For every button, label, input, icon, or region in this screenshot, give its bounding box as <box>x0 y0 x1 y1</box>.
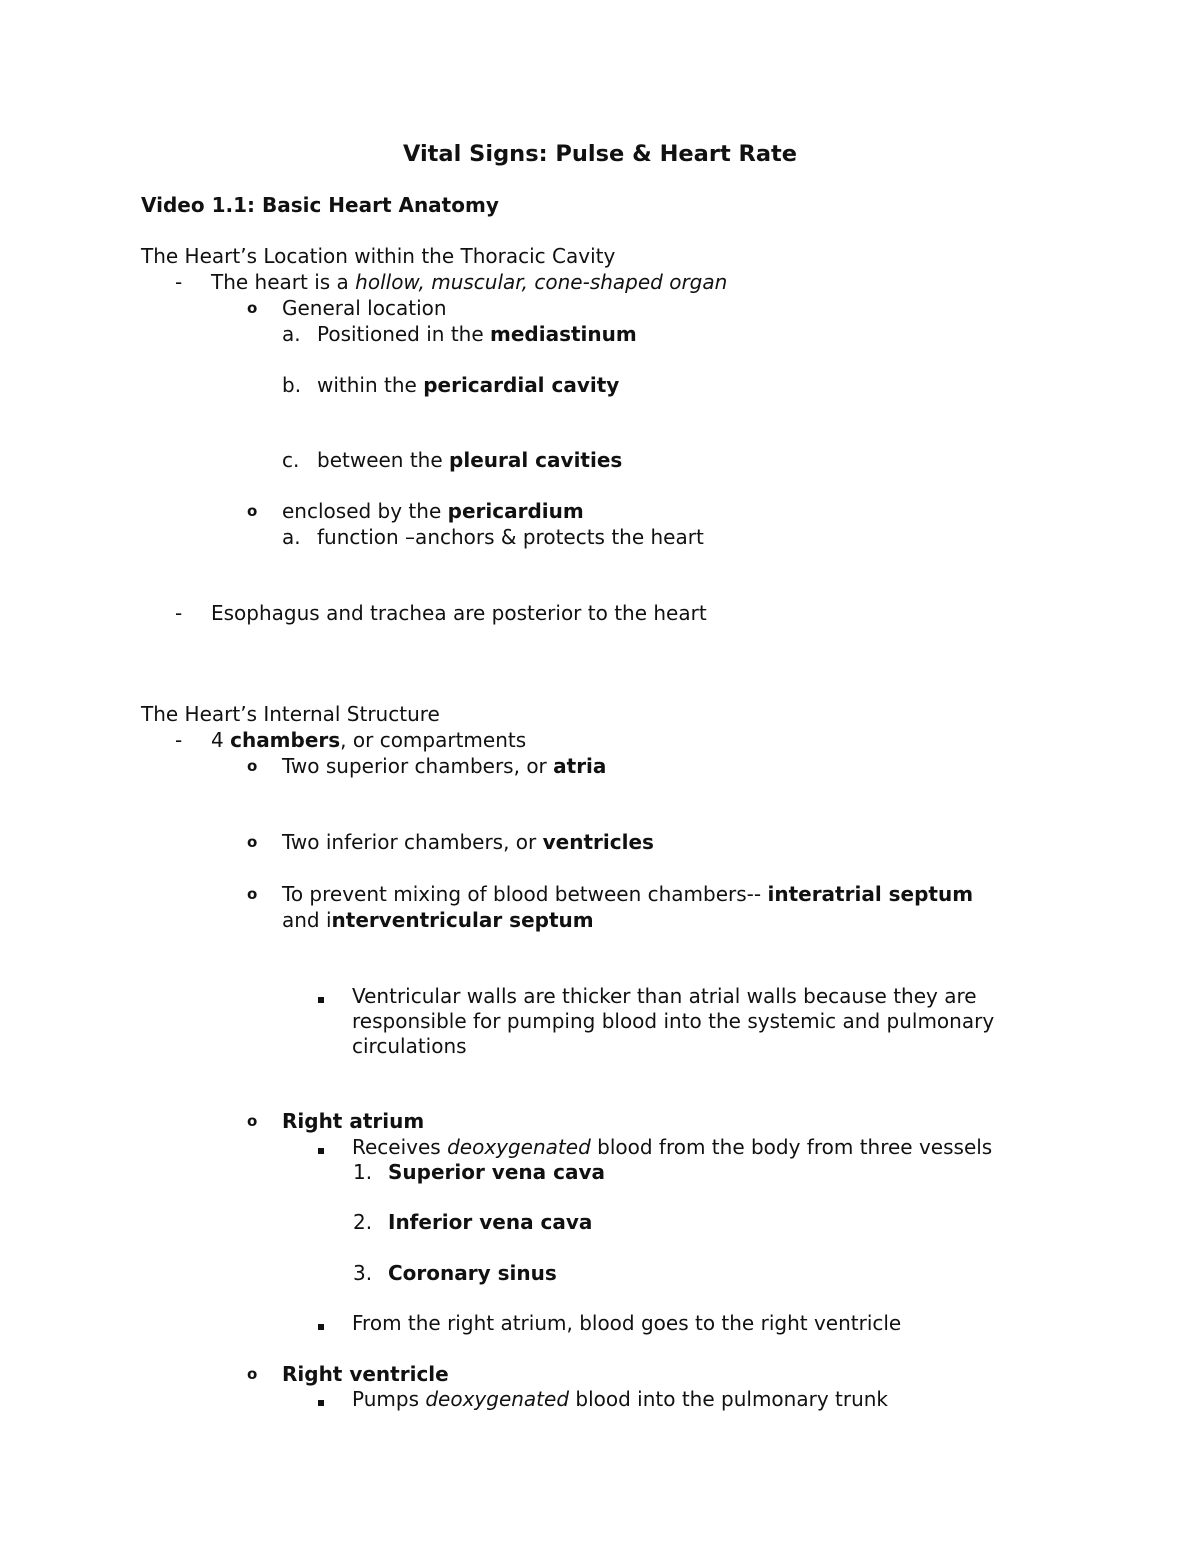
dash-marker: - <box>175 270 183 294</box>
square-bullet-icon <box>318 983 324 1009</box>
vessel-coronary-sinus: Coronary sinus <box>388 1261 557 1285</box>
bullet-pericardium: enclosed by the pericardium <box>282 499 584 523</box>
square-bullet-icon <box>318 1134 324 1160</box>
bullet-ra-to-rv: From the right atrium, blood goes to the right ventricle <box>352 1311 902 1335</box>
circle-bullet-marker: o <box>247 1112 258 1130</box>
bullet-ra-receives: Receives deoxygenated blood from the body from three vessels <box>352 1135 993 1159</box>
vessel-superior-vena-cava: Superior vena cava <box>388 1160 605 1184</box>
circle-bullet-marker: o <box>247 833 258 851</box>
right-atrium-heading: Right atrium <box>282 1109 425 1133</box>
square-bullet-icon <box>318 1386 324 1412</box>
walls-line-1: Ventricular walls are thicker than atrial walls because they are <box>352 984 977 1008</box>
bullet-rv-pumps: Pumps deoxygenated blood into the pulmonary trunk <box>352 1387 889 1411</box>
item-pericardial-cavity: within the pericardial cavity <box>317 373 620 397</box>
list-marker-c: c. <box>282 448 300 472</box>
square-bullet-icon <box>318 1310 324 1336</box>
bullet-ventricles: Two inferior chambers, or ventricles <box>282 830 654 854</box>
list-marker-a: a. <box>282 322 301 346</box>
circle-bullet-marker: o <box>247 757 258 775</box>
right-ventricle-heading: Right ventricle <box>282 1362 449 1386</box>
circle-bullet-marker: o <box>247 299 258 317</box>
bullet-general-location: General location <box>282 296 447 320</box>
circle-bullet-marker: o <box>247 885 258 903</box>
bullet-septum-line2: and interventricular septum <box>282 908 594 932</box>
item-mediastinum: Positioned in the mediastinum <box>317 322 637 346</box>
item-function: function –anchors & protects the heart <box>317 525 704 549</box>
item-pleural-cavities: between the pleural cavities <box>317 448 623 472</box>
bullet-chambers: 4 chambers, or compartments <box>211 728 527 752</box>
list-marker-2: 2. <box>353 1210 373 1234</box>
circle-bullet-marker: o <box>247 1365 258 1383</box>
dash-marker: - <box>175 728 183 752</box>
bullet-esophagus: Esophagus and trachea are posterior to the heart <box>211 601 707 625</box>
walls-line-2: responsible for pumping blood into the systemic and pulmonary <box>352 1009 995 1033</box>
list-marker-b: b. <box>282 373 302 397</box>
list-marker-a: a. <box>282 525 301 549</box>
video-heading: Video 1.1: Basic Heart Anatomy <box>141 193 499 217</box>
list-marker-3: 3. <box>353 1261 373 1285</box>
list-marker-1: 1. <box>353 1160 373 1184</box>
bullet-atria: Two superior chambers, or atria <box>282 754 607 778</box>
dash-marker: - <box>175 601 183 625</box>
bullet-hollow-organ: The heart is a hollow, muscular, cone-shaped organ <box>211 270 728 294</box>
document-title: Vital Signs: Pulse & Heart Rate <box>402 141 798 167</box>
circle-bullet-marker: o <box>247 502 258 520</box>
bullet-septum-line1: To prevent mixing of blood between chambers-- interatrial septum <box>282 882 974 906</box>
section-heading-location: The Heart’s Location within the Thoracic Cavity <box>141 244 616 268</box>
walls-line-3: circulations <box>352 1034 467 1058</box>
vessel-inferior-vena-cava: Inferior vena cava <box>388 1210 593 1234</box>
section-heading-structure: The Heart’s Internal Structure <box>141 702 440 726</box>
